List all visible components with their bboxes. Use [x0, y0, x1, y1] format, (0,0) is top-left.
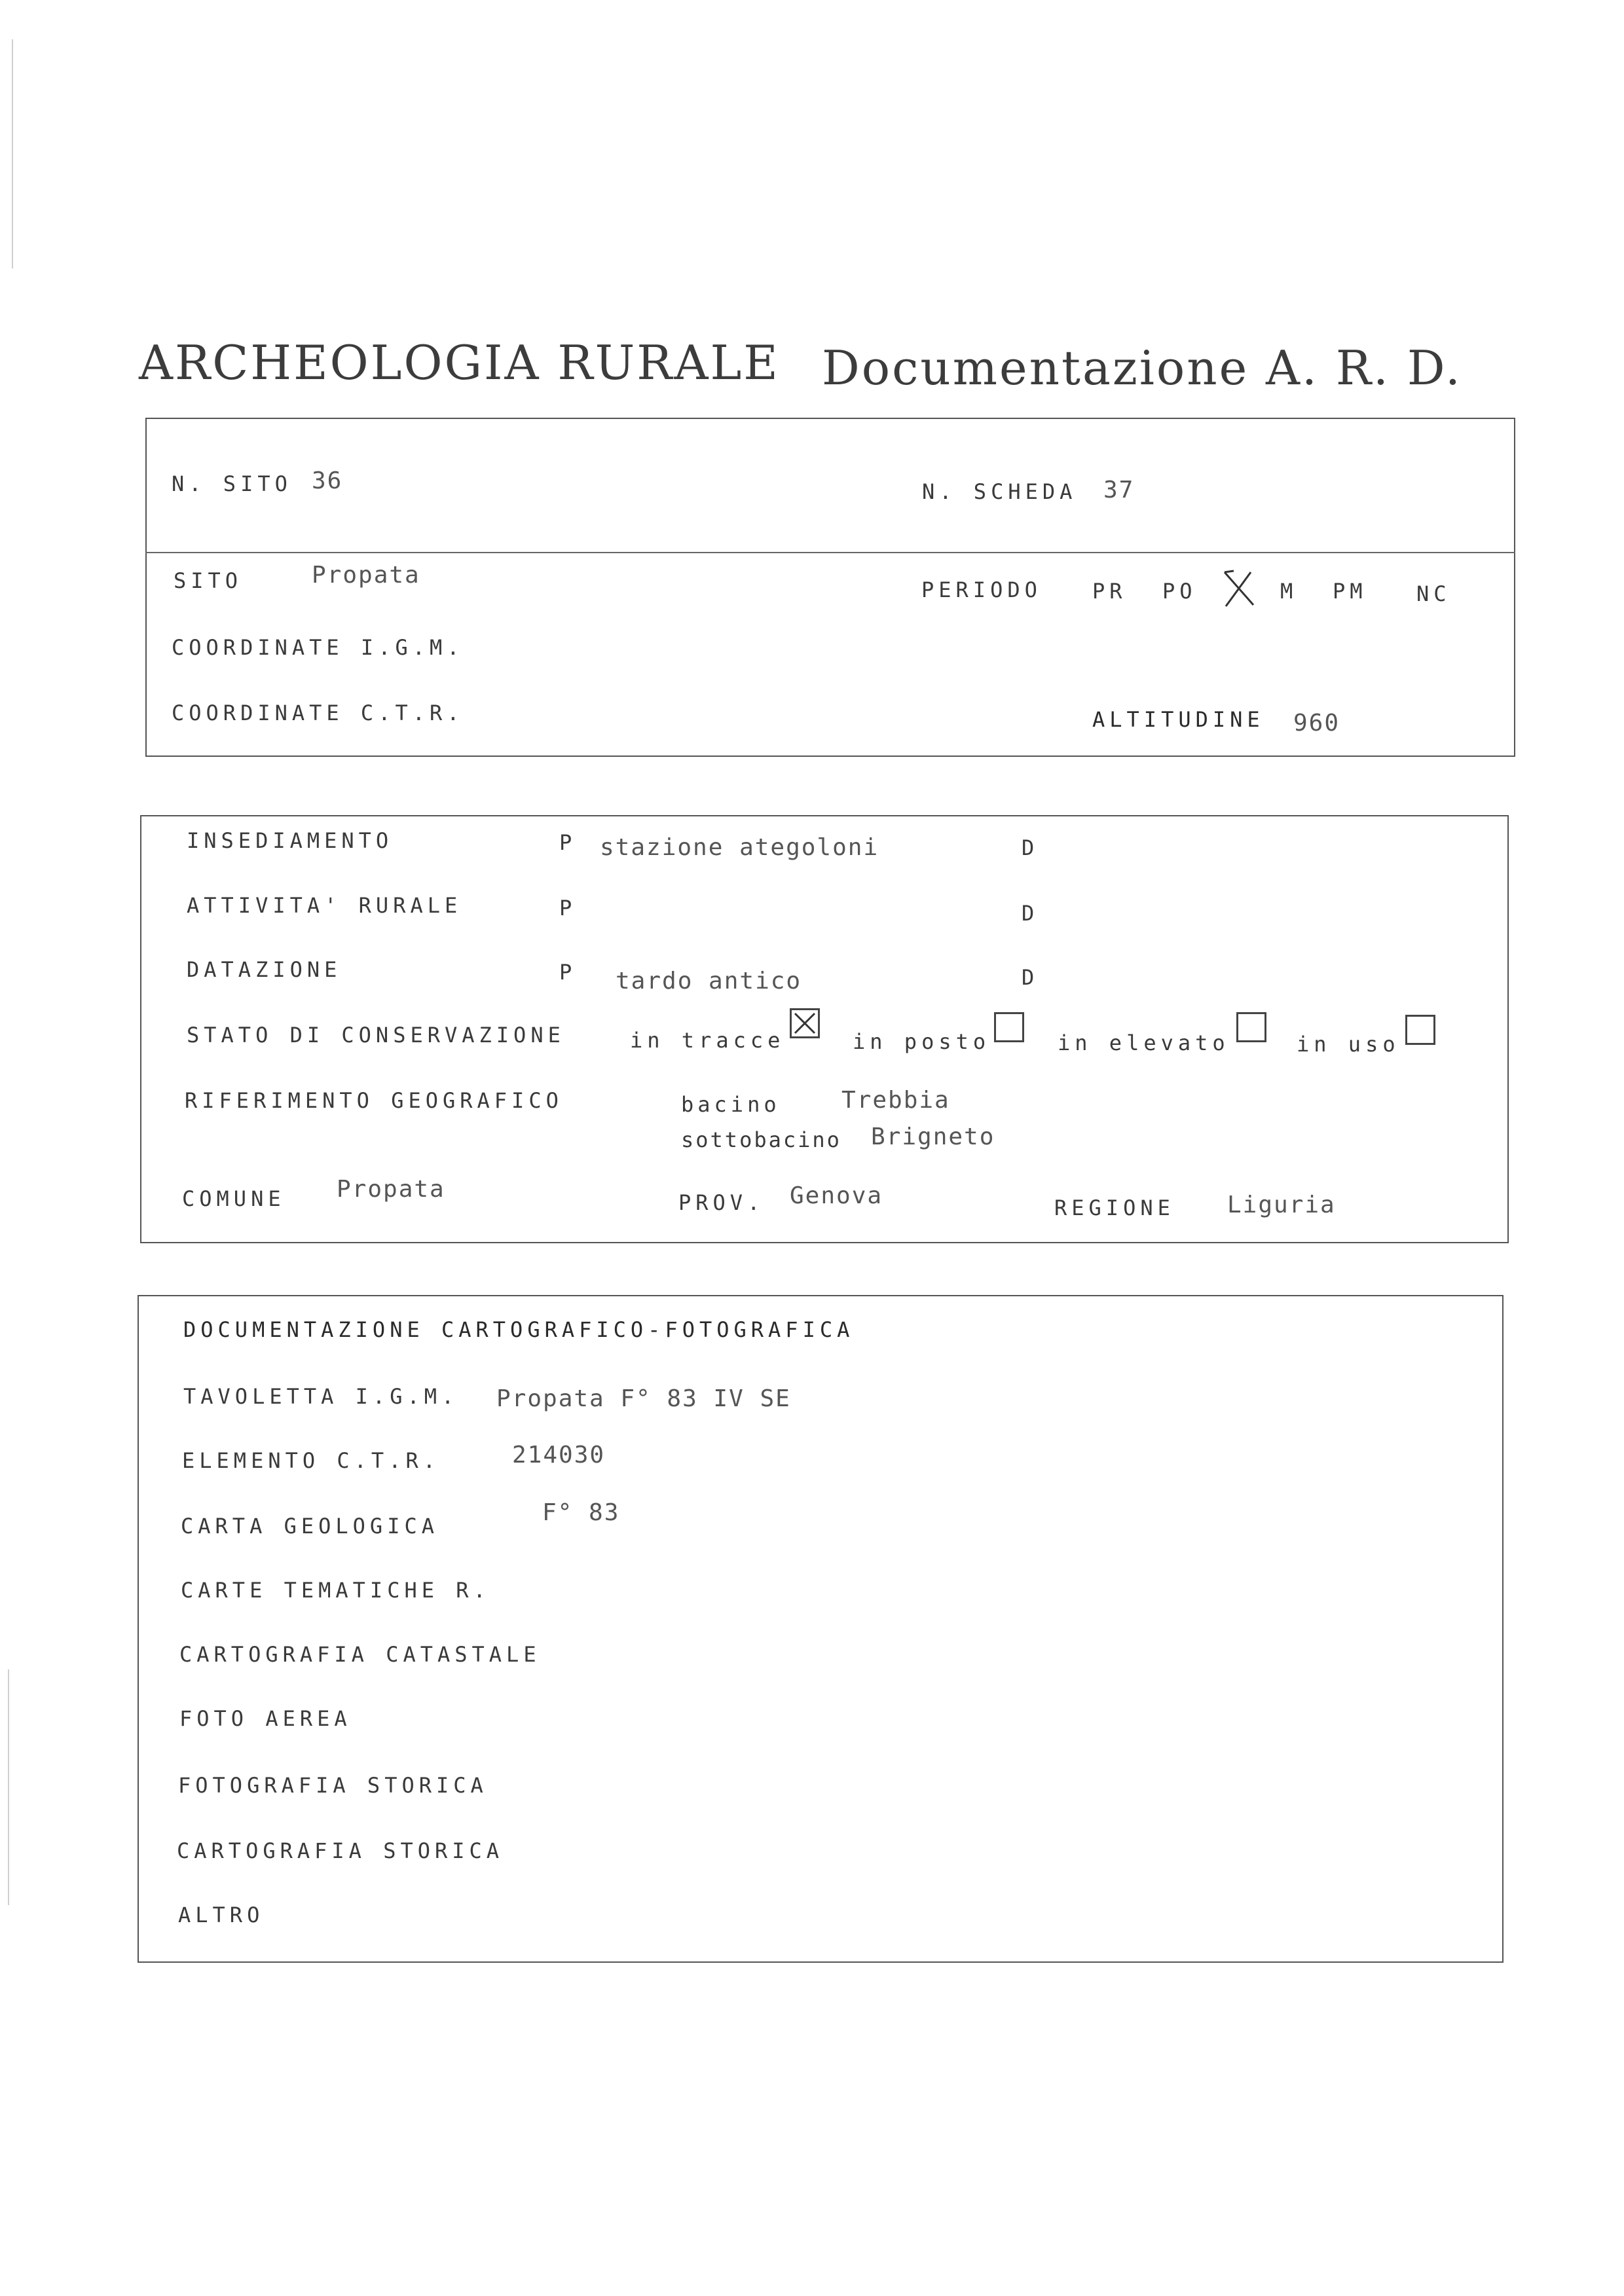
stato-in-elevato-checkbox[interactable] [1236, 1012, 1266, 1042]
scan-margin-line [12, 39, 13, 268]
sito-value: Propata [312, 562, 420, 589]
prov-label: PROV. [678, 1190, 765, 1215]
attivita-p: P [559, 896, 577, 920]
bacino-label: bacino [681, 1092, 781, 1117]
scheda-number-label: N. SCHEDA [922, 479, 1077, 504]
coordinate-ctr-label: COORDINATE C.T.R. [172, 701, 464, 725]
tematiche-label: CARTE TEMATICHE R. [181, 1578, 490, 1603]
sito-number-label: N. SITO [172, 471, 292, 496]
carto-storica-label: CARTOGRAFIA STORICA [177, 1838, 504, 1863]
attivita-label: ATTIVITA' RURALE [187, 893, 462, 918]
periodo-check-mark-icon [1219, 568, 1259, 609]
insediamento-label: INSEDIAMENTO [187, 828, 394, 853]
stato-option-in-elevato-label: in elevato [1058, 1030, 1230, 1055]
sottobacino-label: sottobacino [681, 1127, 841, 1152]
stato-option-in-posto-label: in posto [853, 1029, 991, 1054]
stato-option-in-tracce-label: in tracce [630, 1028, 785, 1053]
insediamento-d: D [1022, 835, 1039, 860]
stato-label: STATO DI CONSERVAZIONE [187, 1023, 565, 1048]
stato-in-uso-checkbox[interactable] [1405, 1015, 1435, 1045]
title-left: ARCHEOLOGIA RURALE [139, 335, 780, 390]
catastale-label: CARTOGRAFIA CATASTALE [179, 1642, 541, 1667]
datazione-d: D [1022, 965, 1039, 990]
tavoletta-label: TAVOLETTA I.G.M. [183, 1384, 459, 1409]
check-x-icon [792, 1010, 818, 1036]
comune-value: Propata [337, 1176, 445, 1203]
scheda-number-value: 37 [1103, 477, 1135, 503]
periodo-option-m[interactable]: M [1280, 579, 1298, 604]
sito-number-value: 36 [312, 467, 343, 494]
periodo-option-pr[interactable]: PR [1092, 579, 1127, 604]
periodo-option-pm[interactable]: PM [1333, 579, 1367, 604]
attivita-d: D [1022, 901, 1039, 926]
datazione-value: tardo antico [616, 968, 802, 994]
geologica-value: F° 83 [542, 1499, 620, 1526]
periodo-option-po[interactable]: PO [1162, 579, 1197, 604]
tavoletta-value: Propata F° 83 IV SE [496, 1385, 791, 1412]
foto-storica-label: FOTOGRAFIA STORICA [178, 1773, 488, 1798]
datazione-label: DATAZIONE [187, 957, 342, 982]
regione-label: REGIONE [1054, 1195, 1175, 1220]
datazione-p: P [559, 960, 577, 985]
scan-margin-line [8, 1669, 9, 1905]
stato-in-tracce-checkbox[interactable] [790, 1008, 820, 1038]
regione-value: Liguria [1227, 1192, 1336, 1218]
coordinate-igm-label: COORDINATE I.G.M. [172, 635, 464, 660]
bacino-value: Trebbia [841, 1087, 950, 1114]
title-right: Documentazione A. R. D. [822, 340, 1462, 395]
divider [145, 552, 1515, 553]
sito-label: SITO [174, 568, 243, 593]
periodo-option-nc[interactable]: NC [1416, 581, 1451, 606]
elemento-label: ELEMENTO C.T.R. [182, 1448, 440, 1473]
sottobacino-value: Brigneto [871, 1123, 995, 1150]
elemento-value: 214030 [512, 1442, 606, 1468]
altitudine-label: ALTITUDINE [1092, 707, 1264, 732]
geologica-label: CARTA GEOLOGICA [181, 1514, 439, 1539]
prov-value: Genova [790, 1182, 883, 1209]
altro-label: ALTRO [178, 1903, 265, 1927]
periodo-label: PERIODO [921, 577, 1042, 602]
riferimento-label: RIFERIMENTO GEOGRAFICO [185, 1088, 563, 1113]
altitudine-value: 960 [1293, 710, 1340, 737]
stato-option-in-uso-label: in uso [1297, 1032, 1400, 1057]
documentation-heading: DOCUMENTAZIONE CARTOGRAFICO-FOTOGRAFICA [183, 1317, 855, 1342]
insediamento-p: P [559, 830, 577, 855]
foto-aerea-label: FOTO AEREA [179, 1706, 352, 1731]
stato-in-posto-checkbox[interactable] [994, 1012, 1024, 1042]
insediamento-value: stazione ategoloni [600, 834, 879, 861]
comune-label: COMUNE [182, 1186, 286, 1211]
